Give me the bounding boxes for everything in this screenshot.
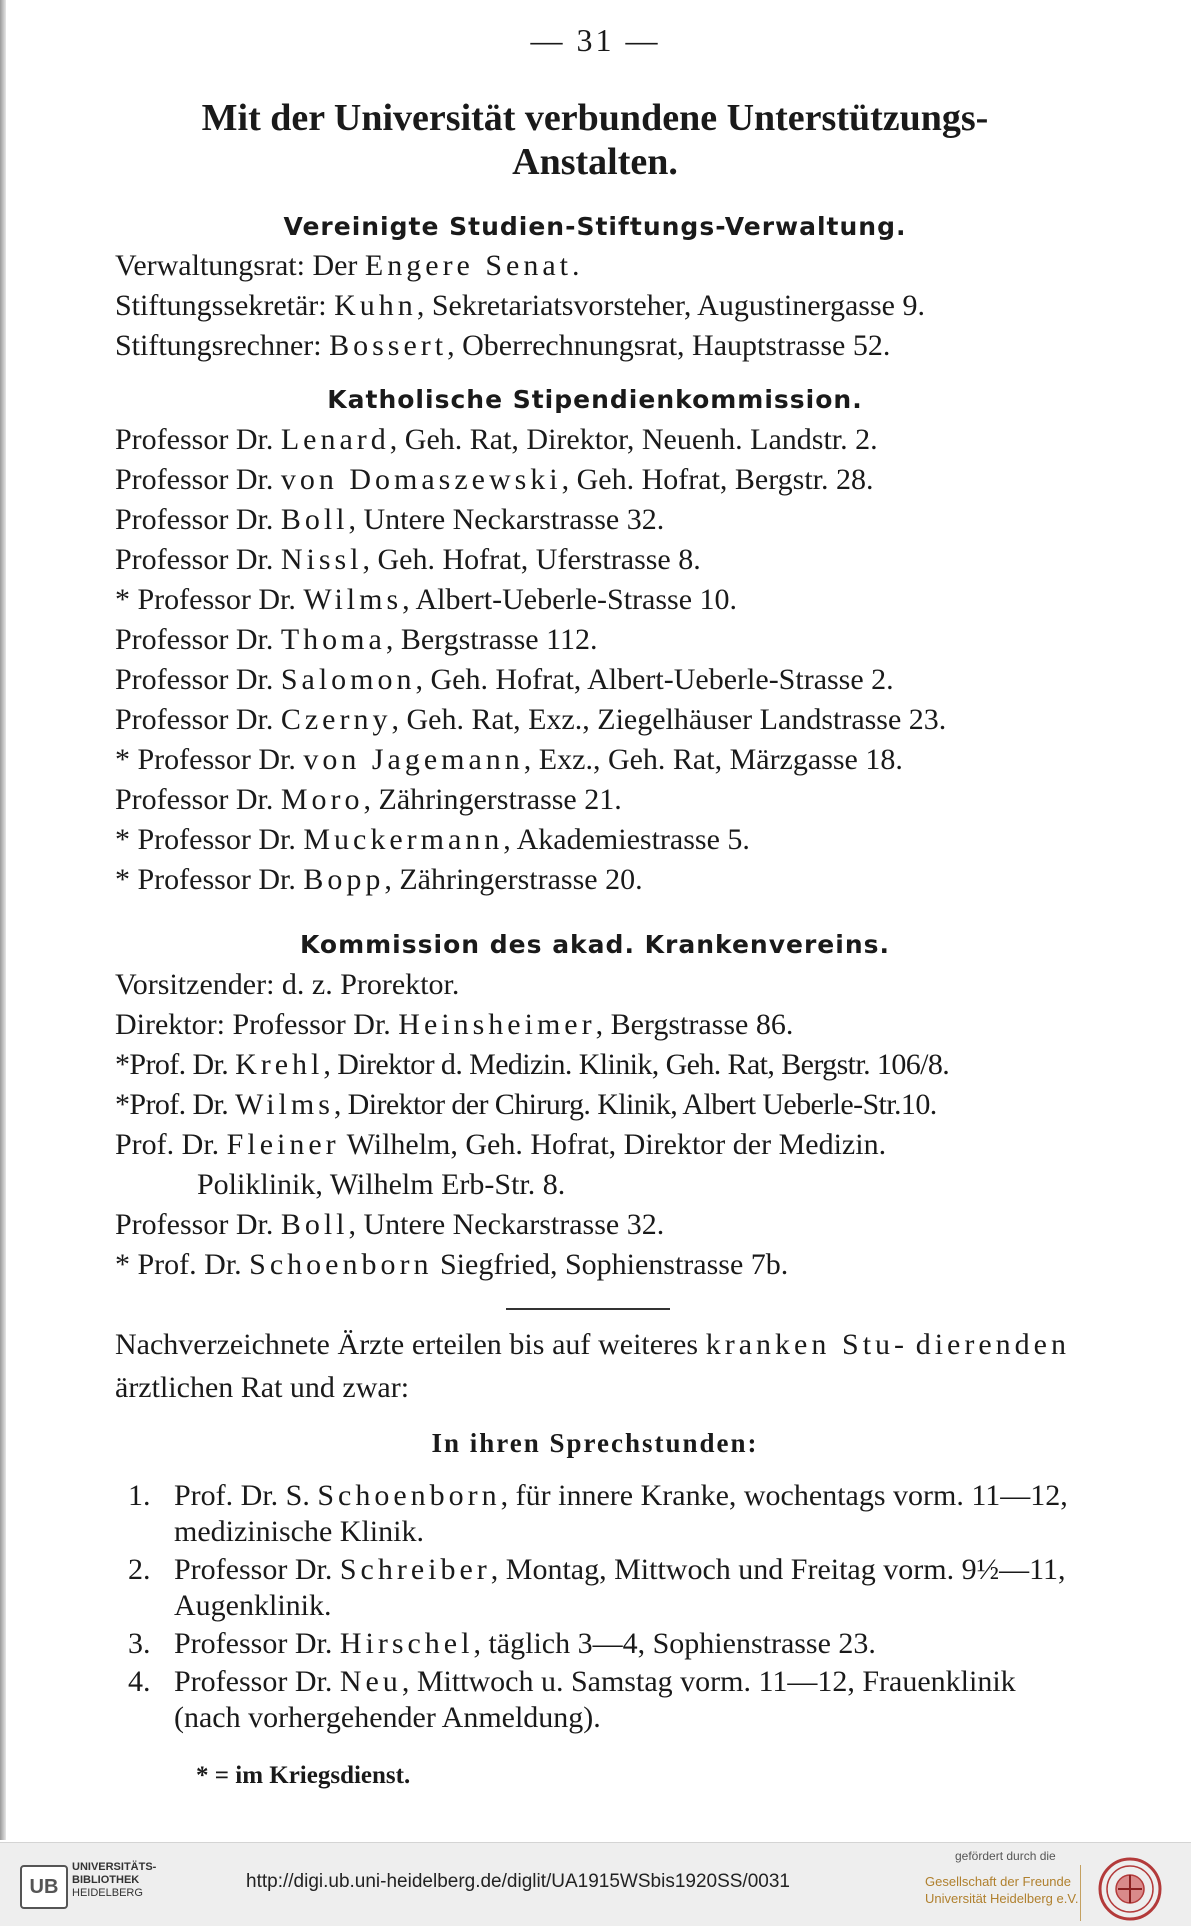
intro-paragraph: Nachverzeichnete Ärzte erteilen bis auf weiteres kranken Stu- dierenden ärztlichen Rat und zwar: [115, 1328, 1070, 1404]
section-heading-sprechstunden: In ihren Sprechstunden: [431, 1428, 759, 1458]
list-item: 1. Prof. Dr. S. Schoenborn, für innere Kranke, wochentags vorm. 11—12, medizinische Klinik. [128, 1479, 1068, 1548]
text-line: Professor Dr. Czerny, Geh. Rat, Exz., Ziegelhäuser Landstrasse 23. [115, 703, 947, 736]
text-line: Direktor: Professor Dr. Heinsheimer, Bergstrasse 86. [115, 1008, 794, 1041]
text-line: *Prof. Dr. Wilms, Direktor der Chirurg. Klinik, Albert Ueberle-Str.10. [115, 1088, 937, 1121]
title-line-1: Mit der Universität verbundene Unterstützungs- [201, 97, 989, 139]
university-seal-icon [1098, 1857, 1162, 1921]
footer-bar [0, 1842, 1191, 1926]
section-krankenverein-list [115, 965, 1075, 1285]
section-divider [506, 1308, 670, 1310]
text-line: Professor Dr. Boll, Untere Neckarstrasse 32. [115, 1208, 665, 1241]
text-line: Stiftungssekretär: Kuhn, Sekretariatsvorsteher, Augustinergasse 9. [115, 289, 925, 322]
page-number: — 31 — [530, 22, 661, 58]
text-line: Poliklinik, Wilhelm Erb-Str. 8. [197, 1168, 566, 1201]
section-stipendien-list [115, 420, 1075, 900]
page-edge [0, 0, 6, 1840]
library-logo-icon: UB [20, 1865, 68, 1909]
list-item: 3. Professor Dr. Hirschel, täglich 3—4, Sophienstrasse 23. [128, 1627, 876, 1660]
section-heading-krankenverein: Kommission des akad. Krankenvereins. [299, 930, 891, 959]
sponsor-label: gefördert durch die [955, 1849, 1056, 1863]
text-line: Verwaltungsrat: Der Engere Senat. [115, 249, 580, 282]
text-line: * Prof. Dr. Schoenborn Siegfried, Sophienstrasse 7b. [115, 1248, 789, 1281]
page-title [110, 96, 1080, 184]
text-line: Prof. Dr. Fleiner Wilhelm, Geh. Hofrat, Direktor der Medizin. [115, 1128, 887, 1161]
text-line: Professor Dr. Moro, Zähringerstrasse 21. [115, 783, 622, 816]
text-line: Professor Dr. Boll, Untere Neckarstrasse 32. [115, 503, 665, 536]
text-line: Stiftungsrechner: Bossert, Oberrechnungsrat, Hauptstrasse 52. [115, 329, 891, 362]
list-item: 2. Professor Dr. Schreiber, Montag, Mittwoch und Freitag vorm. 9½—11, Augenklinik. [128, 1553, 1066, 1622]
text-line: *Prof. Dr. Krehl, Direktor d. Medizin. Klinik, Geh. Rat, Bergstr. 106/8. [115, 1048, 950, 1081]
text-line: * Professor Dr. Bopp, Zähringerstrasse 20. [115, 863, 643, 896]
section-heading-stiftung: Vereinigte Studien-Stiftungs-Verwaltung. [283, 212, 907, 241]
text-line: Professor Dr. von Domaszewski, Geh. Hofrat, Bergstr. 28. [115, 463, 874, 496]
text-line: Professor Dr. Salomon, Geh. Hofrat, Albert-Ueberle-Strasse 2. [115, 663, 894, 696]
section-heading-stipendien: Katholische Stipendienkommission. [327, 385, 863, 414]
sprechstunden-list [128, 1478, 1073, 1738]
list-item: 4. Professor Dr. Neu, Mittwoch u. Samstag vorm. 11—12, Frauenklinik (nach vorhergehender Anmeldung). [128, 1665, 1016, 1734]
text-line: Professor Dr. Lenard, Geh. Rat, Direktor, Neuenh. Landstr. 2. [115, 423, 878, 456]
text-line: * Professor Dr. Muckermann, Akademiestrasse 5. [115, 823, 750, 856]
text-line: * Professor Dr. von Jagemann, Exz., Geh. Rat, Märzgasse 18. [115, 743, 903, 776]
text-line: Professor Dr. Thoma, Bergstrasse 112. [115, 623, 598, 656]
sponsor-divider [1080, 1865, 1081, 1921]
text-line: * Professor Dr. Wilms, Albert-Ueberle-Strasse 10. [115, 583, 738, 616]
library-name: UNIVERSITÄTS- BIBLIOTHEK HEIDELBERG [72, 1861, 157, 1899]
footnote: * = im Kriegsdienst. [196, 1762, 411, 1789]
text-line: Vorsitzender: d. z. Prorektor. [115, 968, 460, 1001]
title-line-2: Anstalten. [512, 141, 678, 183]
sponsor-name: Gesellschaft der Freunde Universität Heidelberg e.V. [925, 1874, 1079, 1906]
source-url-link[interactable]: http://digi.ub.uni-heidelberg.de/diglit/UA1915WSbis1920SS/0031 [246, 1871, 790, 1892]
text-line: Professor Dr. Nissl, Geh. Hofrat, Uferstrasse 8. [115, 543, 701, 576]
section-stiftung-list [115, 246, 1075, 366]
